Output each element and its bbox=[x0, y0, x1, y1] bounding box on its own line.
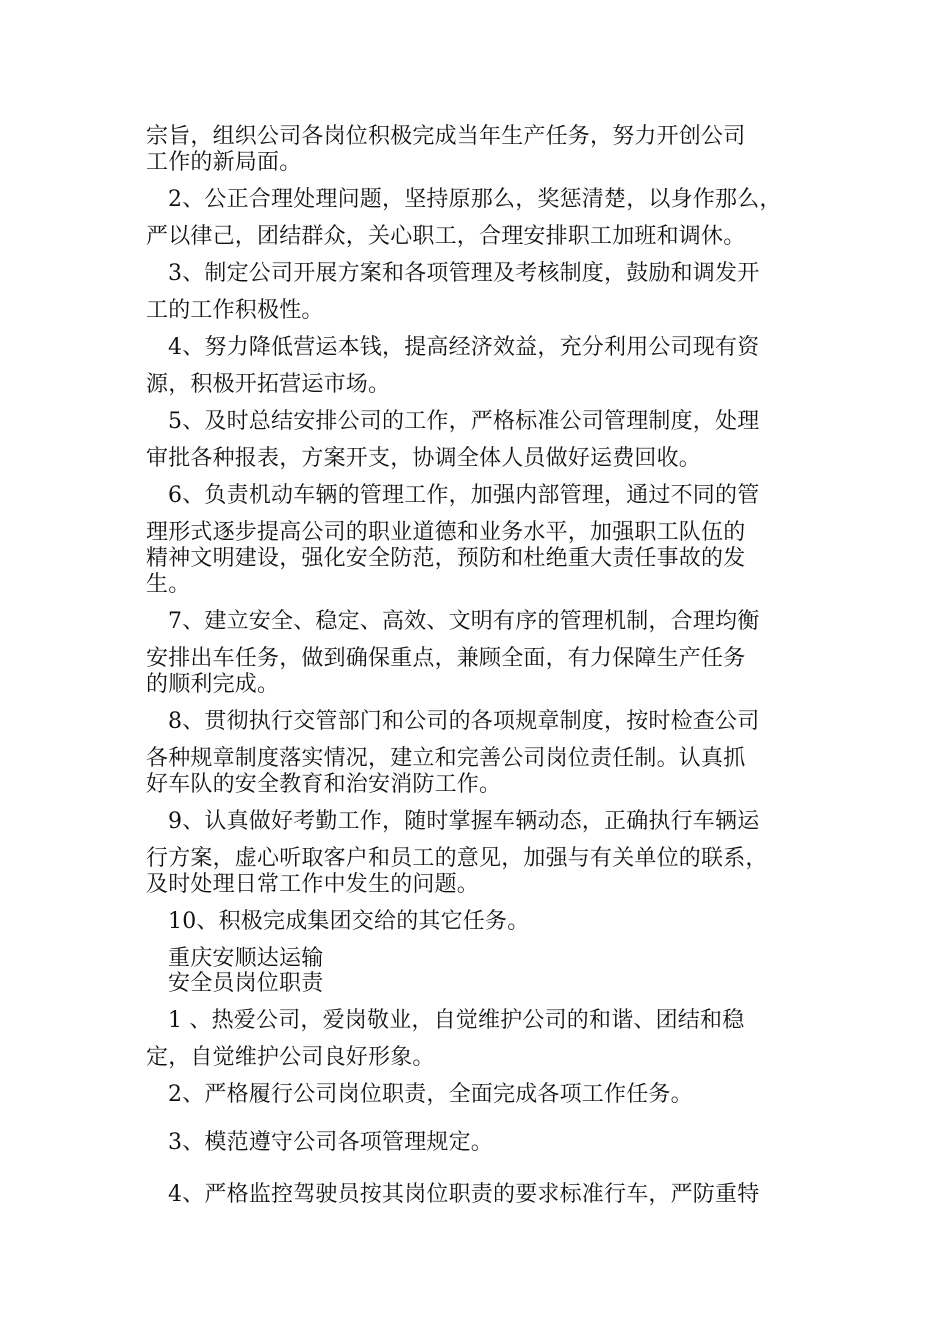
text-line: 5、及时总结安排公司的工作，严格标准公司管理制度，处理 bbox=[168, 409, 760, 434]
text-line: 4、努力降低营运本钱，提高经济效益，充分利用公司现有资 bbox=[168, 335, 760, 360]
text-line: 2、公正合理处理问题，坚持原那么，奖惩清楚，以身作那么， bbox=[168, 187, 782, 212]
text-line: 宗旨，组织公司各岗位积极完成当年生产任务，努力开创公司 bbox=[146, 124, 746, 149]
text-line: 生。 bbox=[146, 572, 191, 597]
text-line: 定，自觉维护公司良好形象。 bbox=[146, 1045, 435, 1070]
text-line: 理形式逐步提高公司的职业道德和业务水平，加强职工队伍的 bbox=[146, 520, 746, 545]
text-line: 工的工作积极性。 bbox=[146, 298, 324, 323]
text-line: 8、贯彻执行交管部门和公司的各项规章制度，按时检查公司 bbox=[168, 709, 760, 734]
text-line: 4、严格监控驾驶员按其岗位职责的要求标准行车，严防重特 bbox=[168, 1182, 760, 1207]
text-line: 行方案，虚心听取客户和员工的意见，加强与有关单位的联系， bbox=[146, 846, 768, 871]
text-line: 安排出车任务，做到确保重点，兼顾全面，有力保障生产任务 bbox=[146, 646, 746, 671]
text-line: 好车队的安全教育和治安消防工作。 bbox=[146, 772, 502, 797]
text-line: 7、建立安全、稳定、高效、文明有序的管理机制，合理均衡 bbox=[168, 609, 760, 634]
text-line: 的顺利完成。 bbox=[146, 672, 280, 697]
text-line: 严以律己，团结群众，关心职工，合理安排职工加班和调休。 bbox=[146, 224, 746, 249]
text-line: 1 、热爱公司，爱岗敬业，自觉维护公司的和谐、团结和稳 bbox=[168, 1008, 745, 1033]
text-line: 工作的新局面。 bbox=[146, 150, 302, 175]
text-line: 审批各种报表，方案开支，协调全体人员做好运费回收。 bbox=[146, 446, 702, 471]
text-line: 2、严格履行公司岗位职责，全面完成各项工作任务。 bbox=[168, 1082, 693, 1107]
text-line: 6、负责机动车辆的管理工作，加强内部管理，通过不同的管 bbox=[168, 483, 760, 508]
text-line: 精神文明建设，强化安全防范，预防和杜绝重大责任事故的发 bbox=[146, 546, 746, 571]
text-line: 源，积极开拓营运市场。 bbox=[146, 372, 391, 397]
section-heading: 安全员岗位职责 bbox=[168, 971, 324, 996]
text-line: 3、制定公司开展方案和各项管理及考核制度，鼓励和调发开 bbox=[168, 261, 760, 286]
text-line: 3、模范遵守公司各项管理规定。 bbox=[168, 1130, 493, 1155]
text-line: 9、认真做好考勤工作，随时掌握车辆动态，正确执行车辆运 bbox=[168, 809, 760, 834]
company-name: 重庆安顺达运输 bbox=[168, 946, 324, 971]
text-line: 及时处理日常工作中发生的问题。 bbox=[146, 872, 480, 897]
text-line: 各种规章制度落实情况，建立和完善公司岗位责任制。认真抓 bbox=[146, 746, 746, 771]
text-line: 10、积极完成集团交给的其它任务。 bbox=[168, 909, 530, 934]
